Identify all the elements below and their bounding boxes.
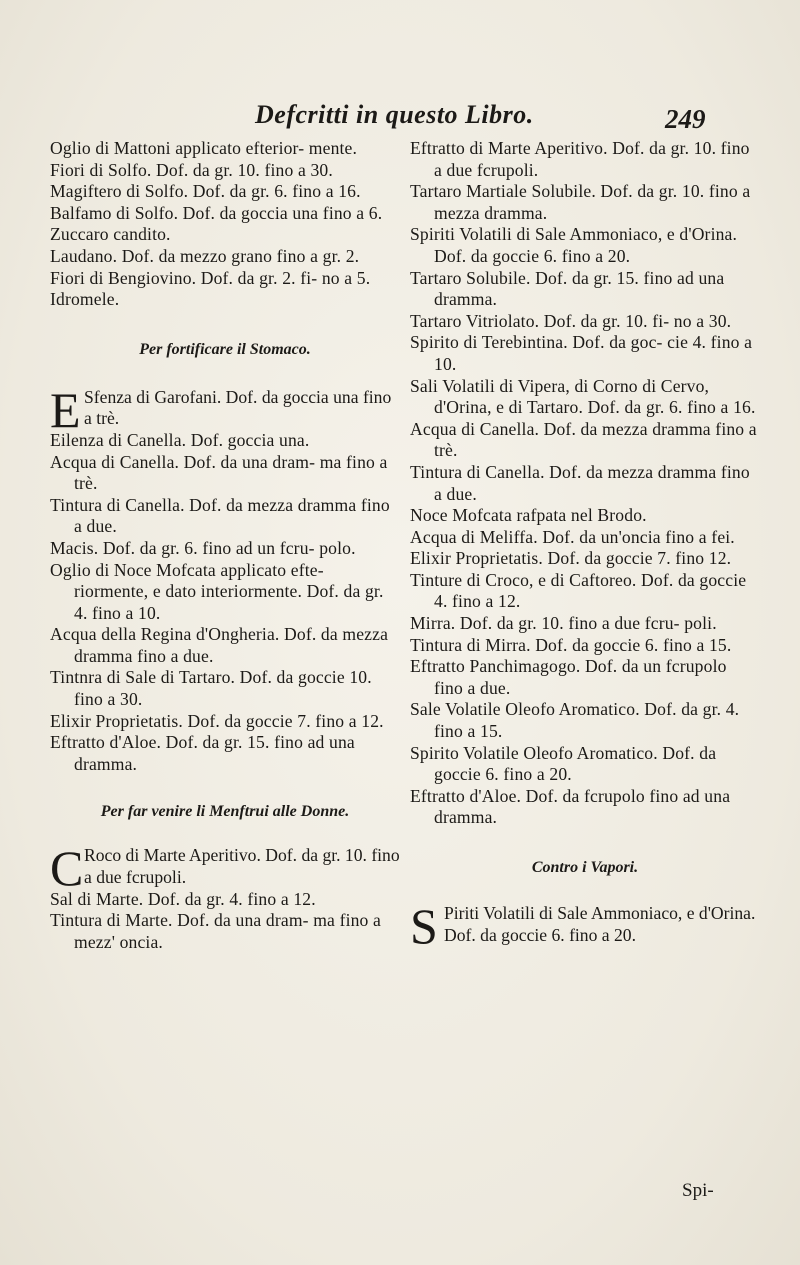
entry: Acqua di Canella. Dof. da una dram- ma fino a trè. [50,451,388,494]
entry: Oglio di Mattoni applicato efterior- mente. [50,138,358,158]
entry-list-stomach [50,430,400,776]
entry: Fiori di Bengiovino. Dof. da gr. 2. fi- no a 5. [50,267,371,288]
entry: Sali Volatili di Vipera, di Corno di Cervo, d'Orina, e di Tartaro. Dof. da gr. 6. fino a 16. [410,375,756,418]
entry: Oglio di Noce Mofcata applicato efte- riormente, e dato interiormente. Dof. da gr. 4. fino a 10. [50,559,384,623]
entry: Tartaro Vitriolato. Dof. da gr. 10. fi- no a 30. [410,310,732,331]
entry: Tintura di Canella. Dof. da mezza dramma fino a due. [50,494,390,537]
entry: Macis. Dof. da gr. 6. fino ad un fcru- polo. [50,537,356,558]
drop-cap: S [410,898,438,954]
lead-entry [50,381,400,438]
section-heading-vapours: Contro i Vapori. [531,859,639,876]
left-column [50,138,400,953]
entry: Tartaro Solubile. Dof. da gr. 15. fino ad una dramma. [410,267,725,310]
entry: Fiori di Solfo. Dof. da gr. 10. fino a 30. [50,159,333,180]
entry: Zuccaro candito. [50,224,171,245]
page-number: 249 [665,104,706,134]
entry: Balfamo di Solfo. Dof. da goccia una fino a 6. [50,202,383,223]
entry: Tartaro Martiale Solubile. Dof. da gr. 10. fino a mezza dramma. [410,181,751,223]
lead-entry-text: Piriti Volatili di Sale Ammoniaco, e d'Orina. Dof. da goccie 6. fino a 20. [444,903,756,945]
entry: Sal di Marte. Dof. da gr. 4. fino a 12. [50,888,316,909]
running-head: Defcritti in questo Libro. [255,100,534,129]
entry: Tintura di Marte. Dof. da una dram- ma fino a mezz' oncia. [50,910,382,952]
entry-list-breathing [50,138,400,311]
entry: Eftratto d'Aloe. Dof. da fcrupolo fino ad una dramma. [410,785,731,828]
entry: Eftratto d'Aloe. Dof. da gr. 15. fino ad una dramma. [50,732,355,774]
page-header [0,98,800,142]
entry: Elixir Proprietatis. Dof. da goccie 7. fino a 12. [50,710,384,731]
section-heading-stomach: Per fortificare il Stomaco. [139,340,311,358]
entry: Tintura di Canella. Dof. da mezza dramma fino a due. [410,461,750,504]
lead-entry-text: Roco di Marte Aperitivo. Dof. da gr. 10. fino a due fcrupoli. [84,845,400,888]
entry: Sale Volatile Oleofo Aromatico. Dof. da gr. 4. fino a 15. [410,699,740,742]
entry: Elixir Proprietatis. Dof. da goccie 7. fino 12. [410,548,732,569]
entry: Eilenza di Canella. Dof. goccia una. [50,429,310,450]
entry: Tinture di Croco, e di Caftoreo. Dof. da goccie 4. fino a 12. [410,569,747,612]
entry: Mirra. Dof. da gr. 10. fino a due fcru- poli. [410,613,717,634]
entry: Tintnra di Sale di Tartaro. Dof. da goccie 10. fino a 30. [50,667,372,710]
lead-entry [50,840,400,897]
entry: Eftratto di Marte Aperitivo. Dof. da gr. 10. fino a due fcrupoli. [410,138,750,180]
drop-cap: E [50,381,81,438]
lead-entry [410,898,760,954]
right-column [410,138,760,954]
entry: Spirito Volatile Oleofo Aromatico. Dof. da goccie 6. fino a 20. [410,742,717,785]
entry-list-menses [50,889,400,954]
entry: Acqua della Regina d'Ongheria. Dof. da mezza dramma fino a due. [50,624,389,666]
entry: Spiriti Volatili di Sale Ammoniaco, e d'Orina. Dof. da goccie 6. fino a 20. [410,224,738,266]
entry: Noce Mofcata rafpata nel Brodo. [410,505,647,526]
entry: Laudano. Dof. da mezzo grano fino a gr. 2. [50,245,360,266]
entry-list-menses-continued [410,138,760,829]
entry: Acqua di Canella. Dof. da mezza dramma fino a trè. [410,418,757,461]
entry: Idromele. [50,289,120,310]
section-heading-menses: Per far venire li Menftrui alle Donne. [100,803,350,821]
entry: Acqua di Meliffa. Dof. da un'oncia fino a fei. [410,526,735,547]
catchword: Spi- [682,1180,714,1201]
entry: Spirito di Terebintina. Dof. da goc- cie 4. fino a 10. [410,332,753,374]
lead-entry-text: Sfenza di Garofani. Dof. da goccia una fino a trè. [84,386,392,429]
entry: Eftratto Panchimagogo. Dof. da un fcrupolo fino a due. [410,656,727,698]
drop-cap: C [50,840,84,897]
entry: Tintura di Mirra. Dof. da goccie 6. fino a 15. [410,634,732,655]
entry: Magiftero di Solfo. Dof. da gr. 6. fino a 16. [50,181,361,202]
